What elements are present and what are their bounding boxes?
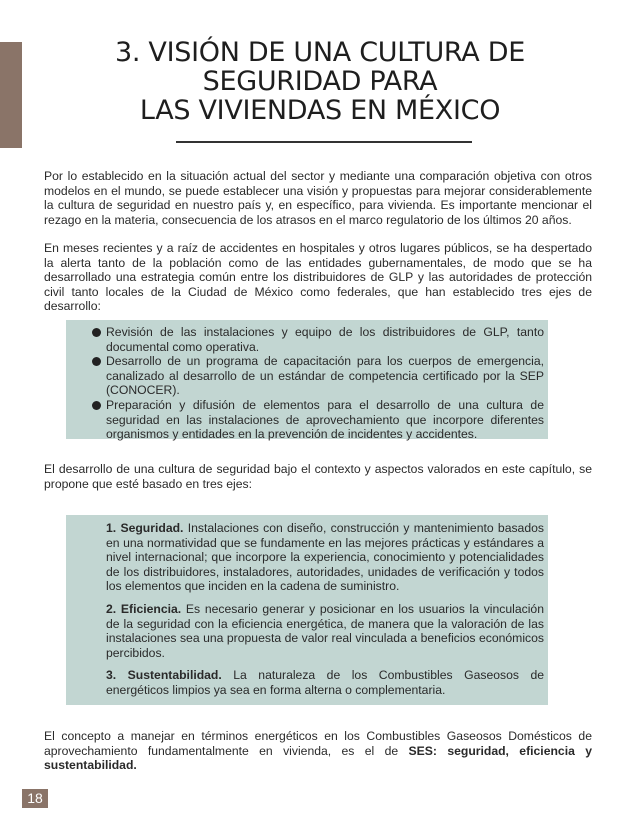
axis-sustentabilidad (106, 668, 544, 697)
bullet-dot-icon (92, 401, 101, 410)
side-accent-bar (0, 42, 22, 148)
conclusion-text: El concepto a manejar en términos energéticos en los Combustibles Gaseosos Domésticos de aprovechamiento fundamentalmente en vivienda, es el de (44, 729, 592, 758)
page-number: 18 (22, 789, 48, 808)
title-line-2: SEGURIDAD PARA (202, 66, 438, 97)
paragraph-conclusion (44, 729, 592, 773)
axis-text: La naturaleza de los Combustibles Gaseosos de energéticos limpios ya sea en forma alterna o complementaria. (106, 668, 544, 697)
title-line-3: LAS VIVIENDAS EN MÉXICO (139, 95, 501, 126)
conclusion-bold: SES: seguridad, eficiencia y sustentabilidad. (44, 743, 592, 773)
bullet-list (92, 325, 544, 442)
paragraph-context: En meses recientes y a raíz de accidentes en hospitales y otros lugares públicos, se ha despertado la alerta tanto de la población como de las entidades gubernamentales, de modo que se ha desarrollado una estrategia común entre los distribuidores de GLP y las autoridades de protección civil tanto locales de la Ciudad de México como federales, que han establecido tres ejes de desarrollo: (44, 241, 592, 314)
axis-text: Instalaciones con diseño, construcción y mantenimiento basados en una normatividad que se fundamente en las mejores prácticas y estándares a nivel internacional; que incorpore la experiencia, conocimiento y potencialidades de los distribuidores, instaladores, autoridades, unidades de verificación y todos los elementos que inciden en la cadena de suministro. (106, 521, 544, 594)
list-item (92, 325, 544, 354)
axis-heading: 3. Sustentabilidad. (106, 668, 222, 683)
list-item (92, 398, 544, 442)
axis-seguridad (106, 521, 544, 594)
bullet-text: Desarrollo de un programa de capacitación para los cuerpos de emergencia, canalizado al desarrollo de un estándar de competencia certificado por la SEP (CONOCER). (106, 354, 544, 398)
title-line-1: 3. VISIÓN DE UNA CULTURA DE (114, 37, 526, 68)
bullet-dot-icon (92, 328, 101, 337)
bullet-text: Preparación y difusión de elementos para el desarrollo de una cultura de seguridad en las instalaciones de aprovechamiento que incorpore diferentes organismos y entidades en la prevención de incidentes y accidentes. (106, 397, 544, 442)
list-item (92, 354, 544, 398)
bullet-text: Revisión de las instalaciones y equipo de los distribuidores de GLP, tanto documental como operativa. (106, 325, 544, 354)
axis-heading: 1. Seguridad. (106, 521, 184, 535)
bullet-dot-icon (92, 357, 101, 366)
axis-heading: 2. Eficiencia. (106, 601, 182, 616)
axis-text: Es necesario generar y posicionar en los usuarios la vinculación de la seguridad con la eficiencia energética, de manera que la valoración de las instalaciones sea una propuesta de valor real vinculada a beneficios económicos percibidos. (106, 601, 544, 660)
paragraph-intro: Por lo establecido en la situación actual del sector y mediante una comparación objetiva con otros modelos en el mundo, se puede establecer una visión y propuestas para mejorar considerablemente la cultura de seguridad en nuestro país y, en específico, para vivienda. Es importante mencionar el rezago en la materia, consecuencia de los atrasos en el marco regulatorio de los últimos 20 años. (44, 169, 592, 227)
page-title (60, 38, 580, 125)
axis-eficiencia (106, 602, 544, 660)
axes-list (106, 521, 544, 706)
paragraph-axes-intro: El desarrollo de una cultura de seguridad bajo el contexto y aspectos valorados en este capítulo, se propone que esté basado en tres ejes: (44, 462, 592, 491)
title-underline (176, 141, 472, 143)
